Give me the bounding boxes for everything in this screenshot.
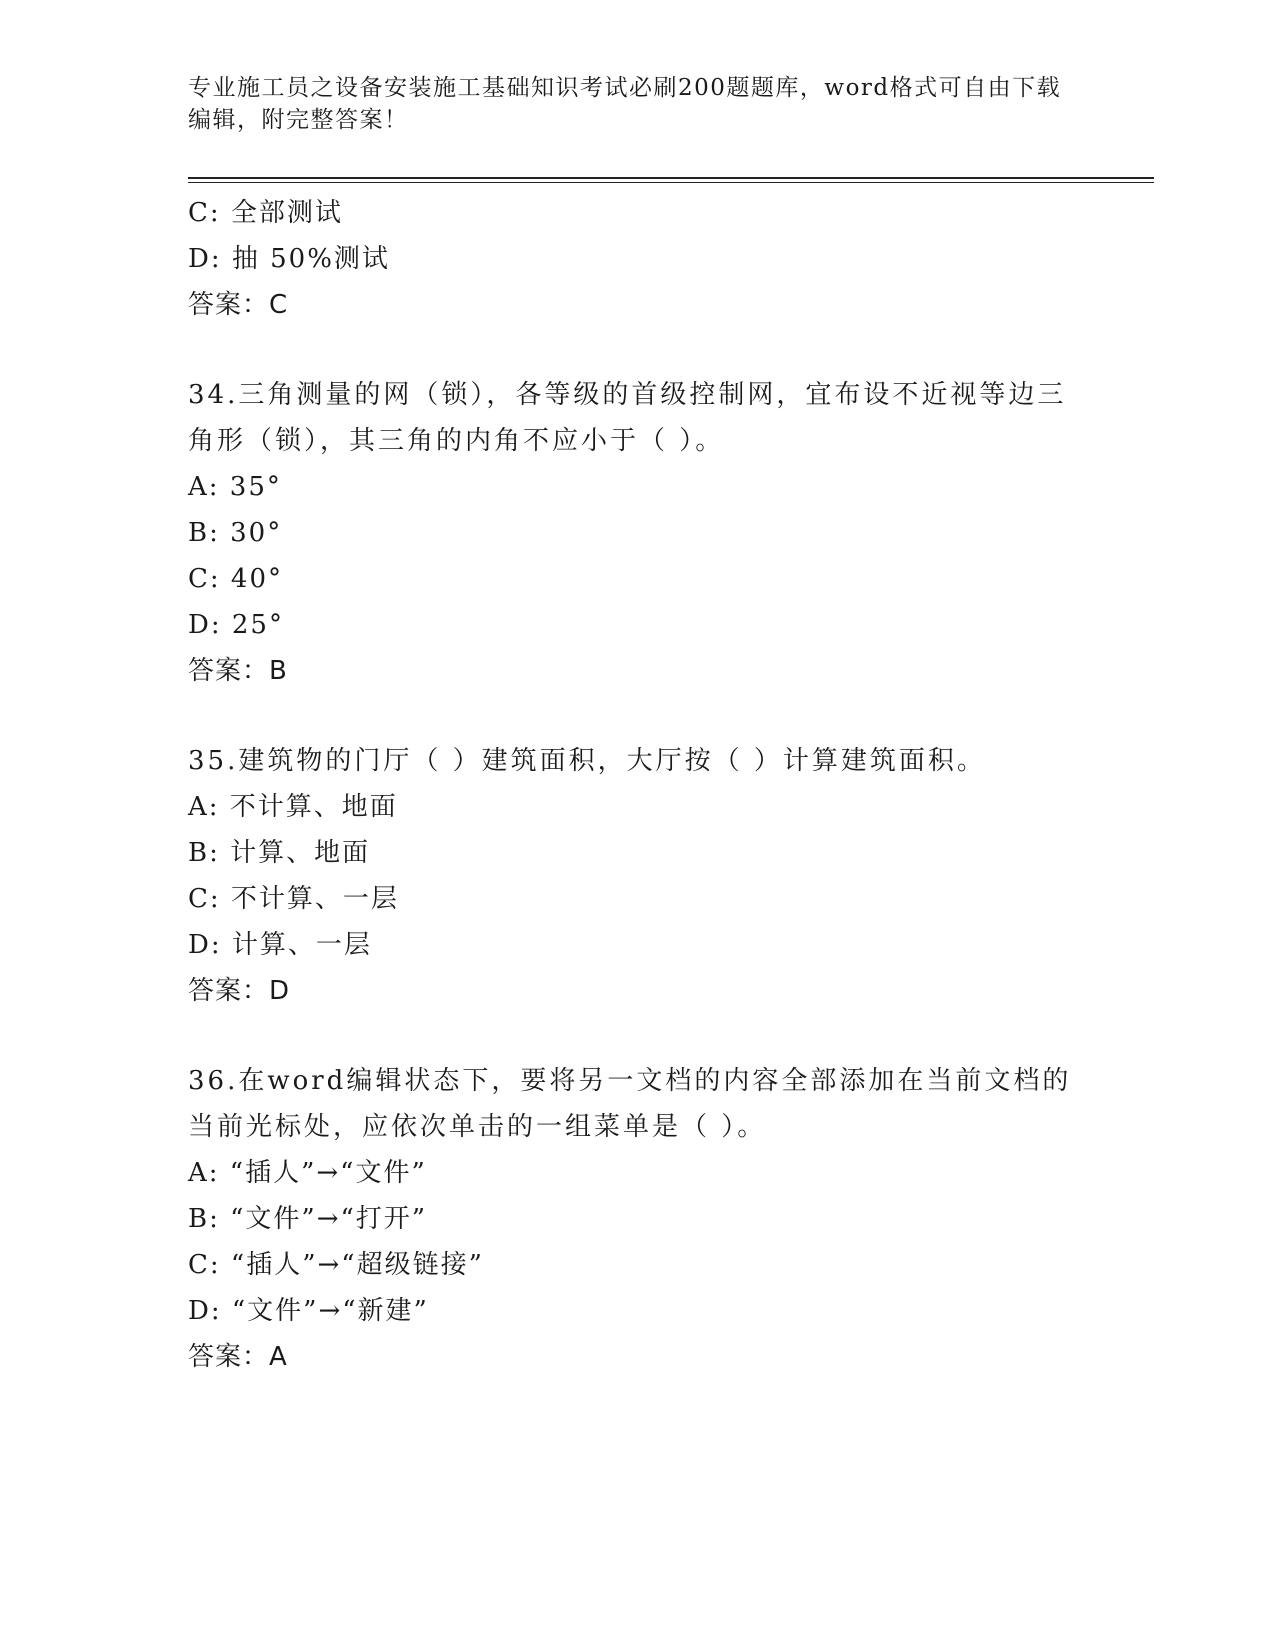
question-35 (188, 738, 1088, 1014)
option-c: C: 不计算、一层 (188, 884, 399, 914)
question-36 (188, 1058, 1088, 1380)
answer-line: 答案：D (188, 976, 291, 1006)
option-a: A: 35° (188, 472, 282, 502)
option-b: B: 计算、地面 (188, 838, 371, 868)
option-b: B: 30° (188, 518, 283, 548)
document-header (188, 72, 1088, 136)
answer-line: 答案：C (188, 290, 289, 320)
option-a: A: “插人”→“文件” (188, 1158, 427, 1188)
option-d: D: “文件”→“新建” (188, 1296, 429, 1326)
header-title-line-2: 编辑，附完整答案！ (188, 107, 409, 133)
option-c: C: 40° (188, 564, 284, 594)
question-stem-line-1: 36.在word编辑状态下，要将另一文档的内容全部添加在当前文档的 (188, 1066, 1072, 1096)
option-c: C: 全部测试 (188, 198, 343, 228)
question-stem-line-2: 角形（锁），其三角的内角不应小于（ ）。 (188, 426, 725, 456)
option-b: B: “文件”→“打开” (188, 1204, 428, 1234)
option-a: A: 不计算、地面 (188, 792, 398, 822)
header-rule-thick (188, 177, 1154, 179)
option-d: D: 25° (188, 610, 284, 640)
question-34 (188, 372, 1088, 694)
option-d: D: 计算、一层 (188, 930, 372, 960)
question-stem-line-1: 35.建筑物的门厅（ ）建筑面积，大厅按（ ）计算建筑面积。 (188, 746, 986, 776)
question-33-tail (188, 190, 1088, 328)
document-body (188, 190, 1088, 1380)
answer-line: 答案：A (188, 1342, 288, 1372)
option-d: D: 抽 50%测试 (188, 244, 390, 274)
header-title-line-1: 专业施工员之设备安装施工基础知识考试必刷200题题库，word格式可自由下载 (188, 75, 1062, 101)
header-rule-thin (188, 182, 1154, 183)
question-stem-line-1: 34.三角测量的网（锁），各等级的首级控制网，宜布设不近视等边三 (188, 380, 1067, 410)
question-stem-line-2: 当前光标处，应依次单击的一组菜单是（ ）。 (188, 1112, 767, 1142)
answer-line: 答案：B (188, 656, 288, 686)
option-c: C: “插人”→“超级链接” (188, 1250, 484, 1280)
